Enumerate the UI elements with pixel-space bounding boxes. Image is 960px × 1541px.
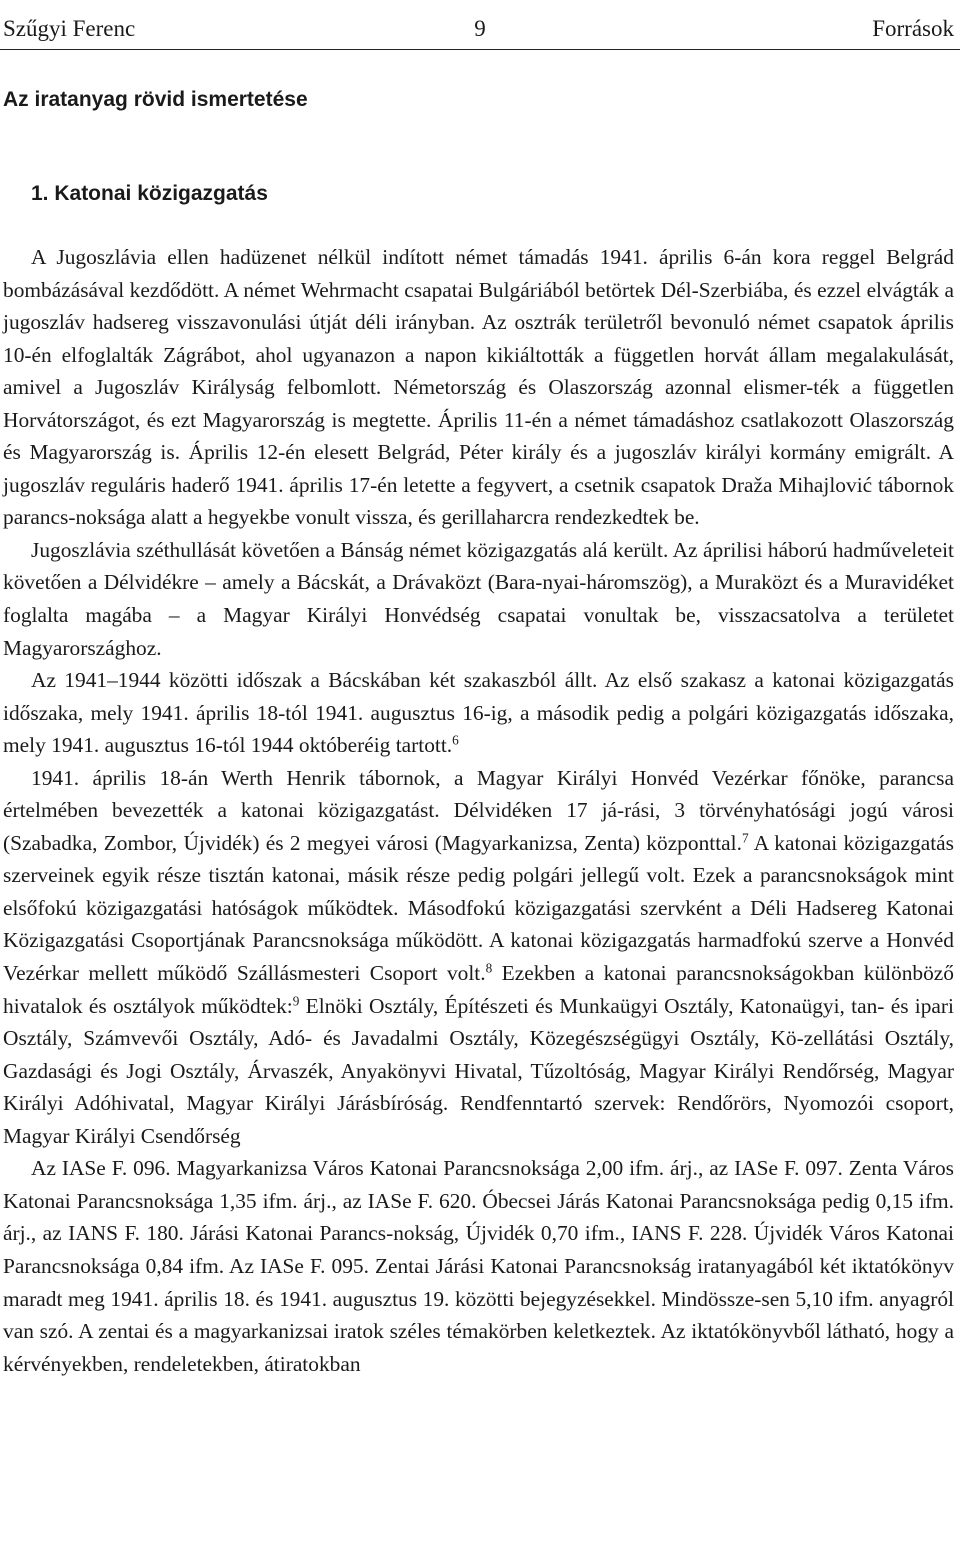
running-header — [0, 13, 960, 45]
header-page-number: 9 — [474, 16, 486, 41]
subsection-title: 1. Katonai közigazgatás — [31, 182, 268, 205]
header-rule — [0, 49, 960, 50]
paragraph-text: Az IASe F. 096. Magyarkanizsa Város Katonai Parancsnoksága 2,00 ifm. árj., az IASe F. 097. Zenta Város Katonai Parancsnoksága 1,35 ifm. árj., az IASe F. 620. Óbecsei Járás Katonai Parancsnoksága pedig 0,15 ifm. árj., az IANS F. 180. Járási Katonai Parancs-nokság, Újvidék 0,70 ifm., IANS F. 228. Újvidék Város Katonai Parancsnoksága 0,84 ifm. Az IASe F. 095. Zentai Járási Katonai Parancsnokság iratanyagából két iktatókönyv maradt meg 1941. április 18. és 1941. augusztus 19. közötti bejegyzésekkel. Mindössze-sen 5,10 ifm. anyagról van szó. A zentai és a magyarkanizsai iratok széles témakörben keletkeztek. Az iktatókönyvből látható, hogy a kérvényekben, rendeletekben, átiratokban — [3, 1156, 954, 1376]
paragraph-3 — [3, 664, 954, 762]
header-section: Források — [872, 16, 954, 41]
paragraph-text: A katonai közigazgatás szerveinek egyik része tisztán katonai, másik része pedig polgári jellegű volt. Ezek a parancsnokságok mint elsőfokú közigazgatási hatóságok működtek. Másodfokú közigazgatási szervként a Déli Hadsereg Katonai Közigazgatási Csoportjának Parancsnoksága működött. A katonai közigazgatás harmadfokú szerve a Honvéd Vezérkar mellett működő Szállásmesteri Csoport volt. — [3, 830, 954, 986]
footnote-ref: 7 — [741, 830, 749, 846]
paragraph-text: 1941. április 18-án Werth Henrik tábornok, a Magyar Királyi Honvéd Vezérkar főnöke, parancsa értelmében bevezették a katonai közigazgatást. Délvidéken 17 já-rási, 3 törvényhatósági jogú városi (Szabadka, Zombor, Újvidék) és 2 megyei városi (Magyarkanizsa, Zenta) központtal. — [3, 765, 954, 855]
paragraph-text: Jugoszlávia széthullását követően a Bánság német közigazgatás alá került. Az áprilisi háború hadműveleteit követően a Délvidékre – amely a Bácskát, a Drávaközt (Bara-nyai-háromszög), a Muraközt és a Muravidéket foglalta magába – a Magyar Királyi Honvédség csapatai vonultak be, visszacsatolva a területet Magyarországhoz. — [3, 537, 954, 660]
header-author: Szűgyi Ferenc — [3, 16, 136, 41]
paragraph-text: Az 1941–1944 közötti időszak a Bácskában két szakaszból állt. Az első szakasz a katonai közigazgatás időszaka, mely 1941. április 18-tól 1941. augusztus 16-ig, a második pedig a polgári közigazgatás időszaka, mely 1941. augusztus 16-tól 1944 októberéig tartott. — [3, 668, 954, 758]
footnote-ref: 9 — [292, 993, 300, 1009]
paragraph-text: Ezekben a katonai parancsnokságokban különböző hivatalok és osztályok működtek: — [3, 961, 954, 1018]
paragraph-text: A Jugoszlávia ellen hadüzenet nélkül indított német támadás 1941. április 6-án kora reggel Belgrád bombázásával kezdődött. A német Wehrmacht csapatai Bulgáriából betörtek Dél-Szerbiába, és ezzel elvágták a jugoszláv hadsereg visszavonulási útját déli irányban. Az osztrák területről bevonuló német csapatok április 10-én elfoglalták Zágrábot, ahol ugyanazon a napon kikiáltották a független horvát állam megalakulását, amivel a Jugoszláv Királyság felbomlott. Németország és Olaszország azonnal elismer-ték a független Horvátországot, és ezt Magyarország is megtette. Április 11-én a német támadáshoz csatlakozott Olaszország és Magyarország is. Április 12-én elesett Belgrád, Péter király és a jugoszláv királyi kormány emigrált. A jugoszláv reguláris haderő 1941. április 17-én letette a fegyvert, a csetnik csapatok Draža Mihajlović tábornok parancs-noksága alatt a hegyekbe vonult vissza, és gerillaharcra rendezkedtek be. — [3, 245, 954, 530]
section-title: Az iratanyag rövid ismertetése — [3, 88, 308, 111]
paragraph-1 — [3, 241, 954, 534]
footnote-ref: 8 — [485, 960, 493, 976]
footnote-ref: 6 — [452, 732, 459, 748]
paragraph-2 — [3, 534, 954, 664]
paragraph-text: Elnöki Osztály, Építészeti és Munkaügyi Osztály, Katonaügyi, tan- és ipari Osztály, Számvevői Osztály, Adó- és Javadalmi Osztály, Közegészségügyi Osztály, Kö-zellátási Osztály, Gazdasági és Jogi Osztály, Árvaszék, Anyakönyvi Hivatal, Tűzoltóság, Magyar Királyi Rendőrség, Magyar Királyi Adóhivatal, Magyar Királyi Járásbíróság. Rendfenntartó szervek: Rendőrörs, Nyomozói csoport, Magyar Királyi Csendőrség — [3, 993, 954, 1148]
body-text — [3, 241, 954, 1380]
paragraph-4 — [3, 762, 954, 1153]
paragraph-5 — [3, 1152, 954, 1380]
